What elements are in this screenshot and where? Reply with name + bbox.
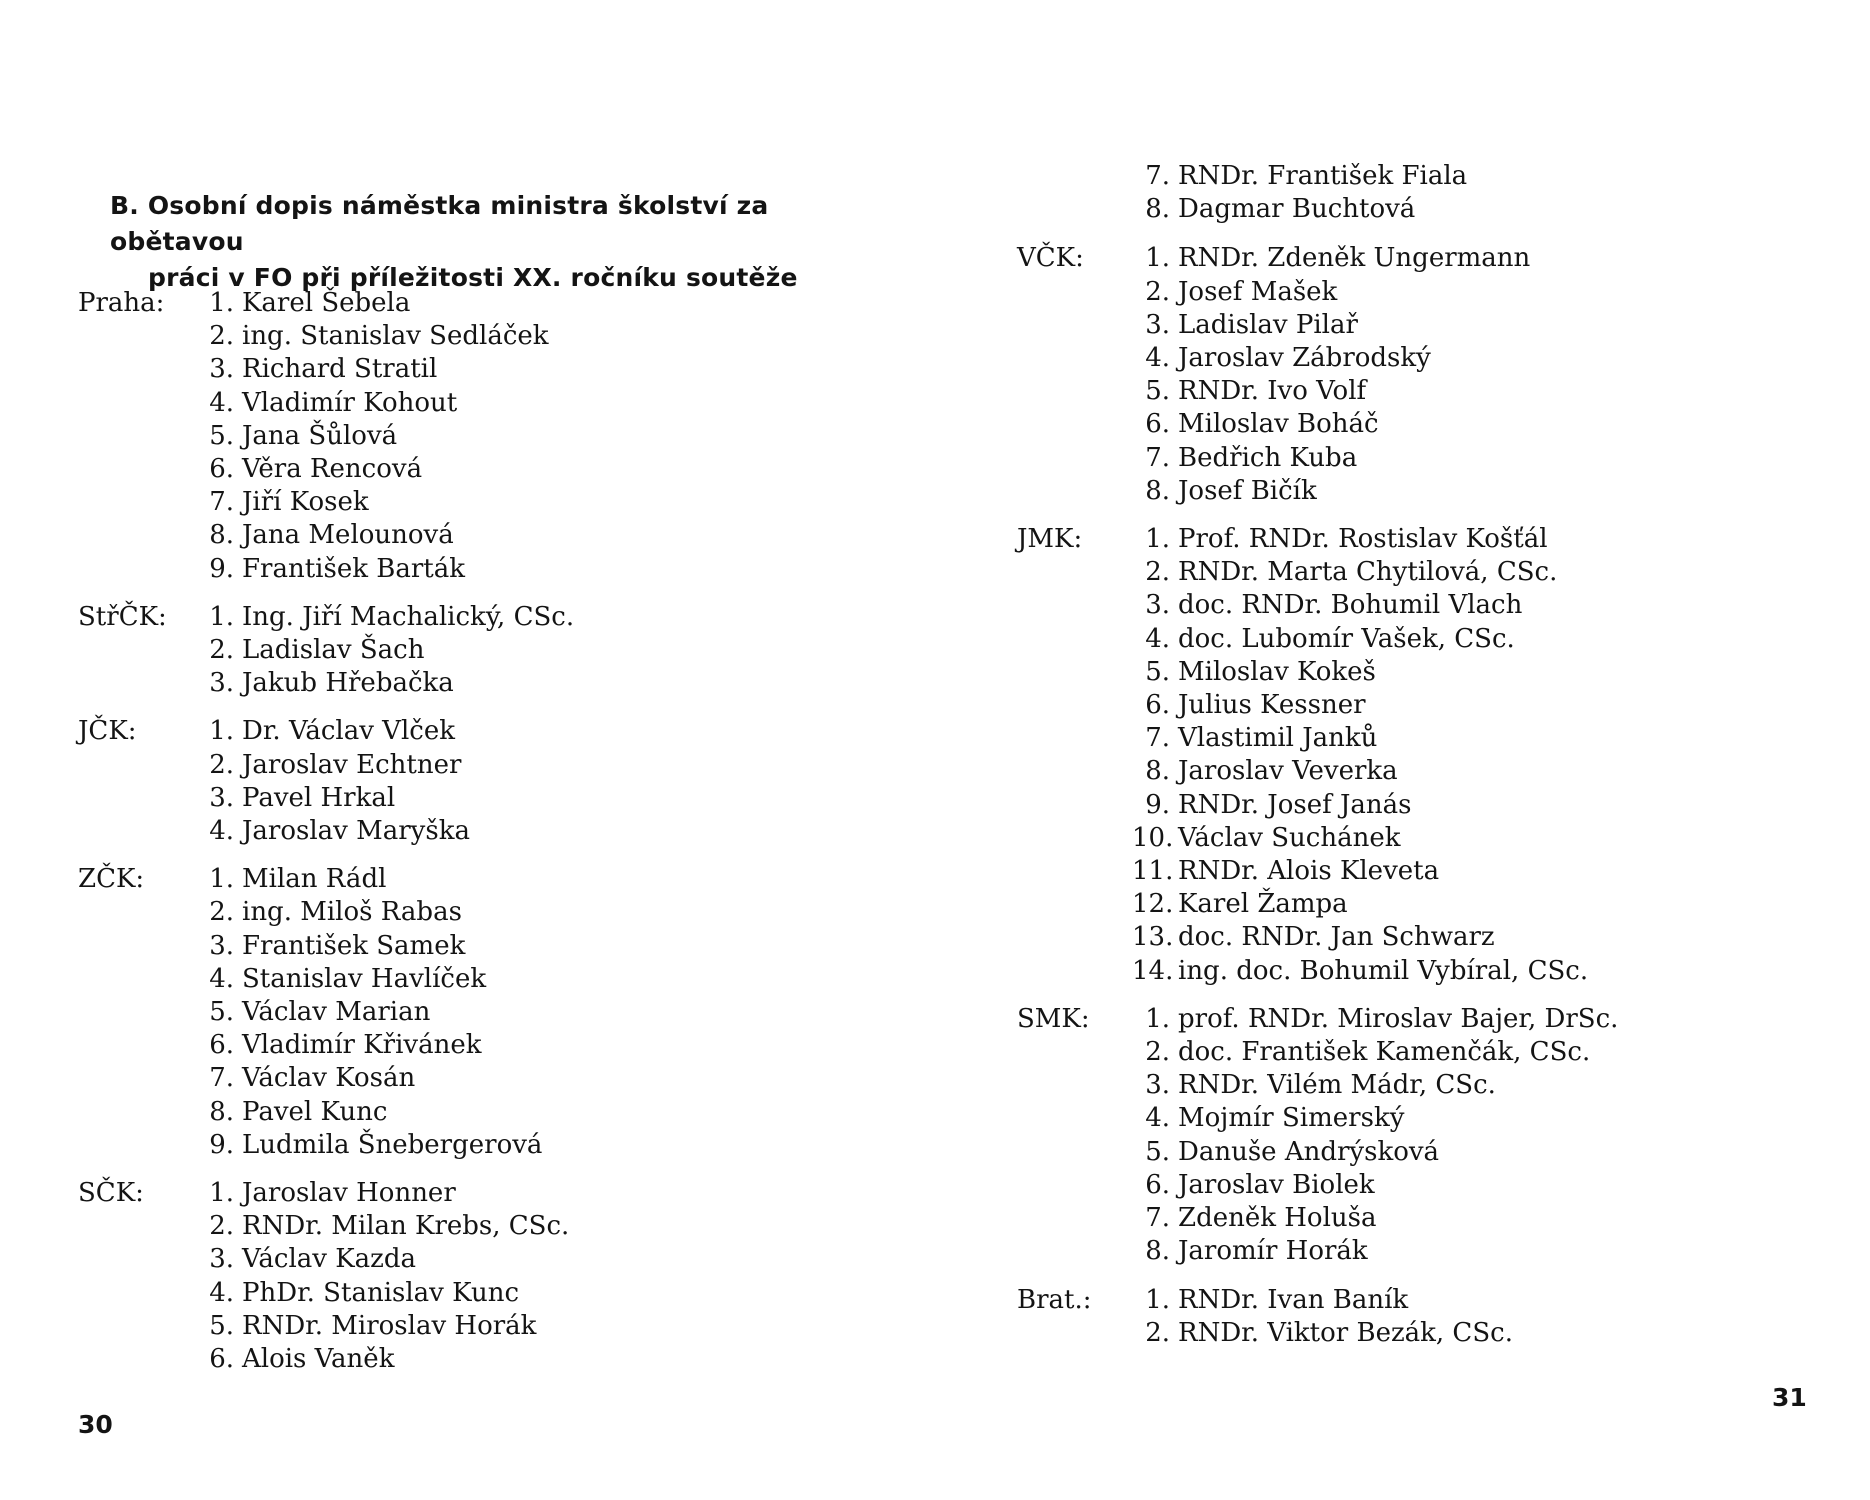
section-heading xyxy=(110,188,910,296)
region-group xyxy=(78,601,574,701)
item-number: 7. xyxy=(1145,442,1170,473)
person-name: ing. Stanislav Sedláček xyxy=(242,321,549,352)
list-item xyxy=(196,1129,574,1162)
list-item xyxy=(1132,193,1618,226)
list-item xyxy=(196,1062,574,1095)
list-item xyxy=(1132,955,1618,988)
list-item xyxy=(1132,523,1618,556)
person-name: doc. RNDr. Jan Schwarz xyxy=(1178,922,1495,953)
list-item xyxy=(196,519,574,552)
item-number: 7. xyxy=(209,1063,234,1094)
list-item xyxy=(196,1029,574,1062)
list-item xyxy=(1132,656,1618,689)
list-item xyxy=(1132,242,1618,275)
person-name: Zdeněk Holuša xyxy=(1178,1203,1377,1234)
person-name: RNDr. Marta Chytilová, CSc. xyxy=(1178,557,1558,588)
list-item xyxy=(1132,309,1618,342)
name-list xyxy=(196,601,574,701)
person-name: Václav Marian xyxy=(242,997,431,1028)
person-name: PhDr. Stanislav Kunc xyxy=(242,1277,520,1308)
page-number-right: 31 xyxy=(1772,1383,1807,1412)
item-number: 3. xyxy=(1145,309,1170,340)
list-item xyxy=(196,863,574,896)
person-name: Jakub Hřebačka xyxy=(242,668,454,699)
list-item xyxy=(196,1310,574,1343)
person-name: Jaroslav Honner xyxy=(242,1178,456,1209)
person-name: Věra Rencová xyxy=(242,454,423,485)
list-item xyxy=(1132,589,1618,622)
person-name: František Barták xyxy=(242,553,465,584)
list-item xyxy=(196,420,574,453)
person-name: Alois Vaněk xyxy=(242,1344,395,1375)
item-number: 8. xyxy=(1145,475,1170,506)
person-name: Ing. Jiří Machalický, CSc. xyxy=(242,601,575,632)
item-number: 5. xyxy=(209,420,234,451)
region-label: Praha: xyxy=(78,288,165,318)
item-number: 2. xyxy=(209,897,234,928)
region-label xyxy=(1017,160,1132,226)
list-item xyxy=(1132,689,1618,722)
list-item xyxy=(196,353,574,386)
person-name: Jana Šůlová xyxy=(242,420,398,451)
person-name: František Samek xyxy=(242,930,466,961)
list-item xyxy=(1132,276,1618,309)
list-item xyxy=(1132,160,1618,193)
region-group xyxy=(1017,523,1618,988)
region-group xyxy=(78,863,574,1162)
item-number: 5. xyxy=(1145,656,1170,687)
item-number: 5. xyxy=(1145,1136,1170,1167)
list-item xyxy=(196,715,574,748)
name-list xyxy=(1132,1003,1618,1269)
item-number: 6. xyxy=(1145,409,1170,440)
person-name: Václav Kazda xyxy=(242,1244,416,1275)
person-name: Vladimír Kohout xyxy=(242,387,458,418)
item-number: 3. xyxy=(209,782,234,813)
person-name: Václav Kosán xyxy=(242,1063,416,1094)
item-number: 7. xyxy=(1145,1203,1170,1234)
list-item xyxy=(196,601,574,634)
list-item xyxy=(1132,1169,1618,1202)
item-number: 7. xyxy=(1145,723,1170,754)
person-name: Jaromír Horák xyxy=(1178,1236,1368,1267)
item-number: 2. xyxy=(1145,276,1170,307)
person-name: Josef Mašek xyxy=(1178,276,1338,307)
list-item xyxy=(196,486,574,519)
region-label: Brat.: xyxy=(1017,1284,1092,1315)
name-list xyxy=(1132,1284,1618,1350)
list-item xyxy=(196,453,574,486)
list-item xyxy=(196,815,574,848)
list-item xyxy=(1132,722,1618,755)
item-number: 14. xyxy=(1132,955,1174,986)
person-name: RNDr. Miroslav Horák xyxy=(242,1310,537,1341)
item-number: 1. xyxy=(209,1178,234,1209)
item-number: 3. xyxy=(209,930,234,961)
name-list xyxy=(196,1177,574,1376)
name-list xyxy=(196,715,574,848)
list-item xyxy=(1132,556,1618,589)
list-item xyxy=(196,320,574,353)
list-item xyxy=(196,1096,574,1129)
item-number: 1. xyxy=(1145,1284,1170,1315)
name-list xyxy=(196,287,574,586)
person-name: RNDr. Josef Janás xyxy=(1178,789,1412,820)
person-name: Pavel Kunc xyxy=(242,1096,388,1127)
list-item xyxy=(1132,1003,1618,1036)
item-number: 1. xyxy=(1145,524,1170,555)
left-region-list xyxy=(78,287,574,1391)
item-number: 10. xyxy=(1132,822,1174,853)
name-list xyxy=(1132,160,1618,226)
item-number: 8. xyxy=(209,520,234,551)
person-name: doc. RNDr. Bohumil Vlach xyxy=(1178,590,1523,621)
person-name: Ladislav Pilař xyxy=(1178,309,1358,340)
item-number: 1. xyxy=(209,601,234,632)
region-group xyxy=(78,715,574,848)
name-list xyxy=(1132,523,1618,988)
list-item xyxy=(196,1243,574,1276)
region-group xyxy=(78,287,574,586)
item-number: 6. xyxy=(209,1344,234,1375)
list-item xyxy=(1132,888,1618,921)
list-item xyxy=(196,996,574,1029)
person-name: Richard Stratil xyxy=(242,354,438,385)
region-label: StřČK: xyxy=(78,601,167,632)
list-item xyxy=(1132,475,1618,508)
person-name: Jaroslav Zábrodský xyxy=(1178,343,1431,374)
person-name: Mojmír Simerský xyxy=(1178,1103,1405,1134)
item-number: 1. xyxy=(1145,1003,1170,1034)
item-number: 2. xyxy=(1145,557,1170,588)
item-number: 4. xyxy=(209,963,234,994)
list-item xyxy=(196,667,574,700)
list-item xyxy=(1132,1235,1618,1268)
item-number: 7. xyxy=(1145,161,1170,191)
list-item xyxy=(1132,921,1618,954)
heading-line-2: práci v FO při příležitosti XX. ročníku soutěže xyxy=(148,263,798,292)
item-number: 8. xyxy=(1145,194,1170,225)
person-name: Ladislav Šach xyxy=(242,635,425,666)
person-name: Bedřich Kuba xyxy=(1178,442,1358,473)
item-number: 4. xyxy=(1145,343,1170,374)
item-number: 6. xyxy=(1145,1169,1170,1200)
item-number: 3. xyxy=(1145,590,1170,621)
item-number: 5. xyxy=(1145,376,1170,407)
item-number: 9. xyxy=(1145,789,1170,820)
item-number: 2. xyxy=(1145,1037,1170,1068)
person-name: Prof. RNDr. Rostislav Košťál xyxy=(1178,524,1548,555)
item-number: 2. xyxy=(209,749,234,780)
region-label: VČK: xyxy=(1017,243,1084,274)
person-name: doc. Lubomír Vašek, CSc. xyxy=(1178,623,1515,654)
list-item xyxy=(1132,342,1618,375)
item-number: 13. xyxy=(1132,922,1174,953)
person-name: Jana Melounová xyxy=(242,520,454,551)
item-number: 4. xyxy=(209,387,234,418)
person-name: Miloslav Boháč xyxy=(1178,409,1379,440)
person-name: Jaroslav Biolek xyxy=(1178,1169,1375,1200)
person-name: prof. RNDr. Miroslav Bajer, DrSc. xyxy=(1178,1003,1619,1034)
item-number: 6. xyxy=(209,1030,234,1061)
item-number: 8. xyxy=(1145,756,1170,787)
person-name: RNDr. Milan Krebs, CSc. xyxy=(242,1211,570,1242)
person-name: ing. doc. Bohumil Vybíral, CSc. xyxy=(1178,955,1589,986)
person-name: Karel Šebela xyxy=(242,288,411,318)
person-name: RNDr. Alois Kleveta xyxy=(1178,856,1440,887)
list-item xyxy=(1132,822,1618,855)
region-label: SMK: xyxy=(1017,1003,1090,1034)
item-number: 2. xyxy=(209,321,234,352)
name-list xyxy=(1132,242,1618,508)
region-group xyxy=(1017,1284,1618,1350)
region-label: JMK: xyxy=(1017,524,1083,555)
person-name: Jaroslav Veverka xyxy=(1178,756,1398,787)
heading-line-1: B. Osobní dopis náměstka ministra školství za obětavou xyxy=(110,191,769,256)
item-number: 2. xyxy=(209,635,234,666)
list-item xyxy=(1132,855,1618,888)
person-name: RNDr. Viktor Bezák, CSc. xyxy=(1178,1317,1513,1348)
list-item xyxy=(1132,408,1618,441)
item-number: 9. xyxy=(209,553,234,584)
item-number: 5. xyxy=(209,1310,234,1341)
list-item xyxy=(1132,375,1618,408)
item-number: 4. xyxy=(209,816,234,847)
region-label: ZČK: xyxy=(78,864,145,895)
right-page xyxy=(935,0,1870,1500)
item-number: 3. xyxy=(1145,1070,1170,1101)
person-name: Dagmar Buchtová xyxy=(1178,194,1416,225)
list-item xyxy=(196,930,574,963)
item-number: 4. xyxy=(1145,1103,1170,1134)
item-number: 1. xyxy=(1145,243,1170,274)
item-number: 3. xyxy=(209,354,234,385)
right-region-list xyxy=(1017,160,1618,1365)
person-name: RNDr. Vilém Mádr, CSc. xyxy=(1178,1070,1496,1101)
person-name: Jiří Kosek xyxy=(242,487,369,518)
list-item xyxy=(196,1343,574,1376)
person-name: RNDr. Ivo Volf xyxy=(1178,376,1367,407)
person-name: Pavel Hrkal xyxy=(242,782,396,813)
item-number: 5. xyxy=(209,997,234,1028)
person-name: ing. Miloš Rabas xyxy=(242,897,462,928)
item-number: 1. xyxy=(209,288,234,318)
list-item xyxy=(1132,1202,1618,1235)
item-number: 4. xyxy=(209,1277,234,1308)
item-number: 3. xyxy=(209,1244,234,1275)
list-item xyxy=(1132,1317,1618,1350)
person-name: Vladimír Křivánek xyxy=(242,1030,482,1061)
list-item xyxy=(1132,1036,1618,1069)
region-group xyxy=(1017,160,1618,226)
item-number: 3. xyxy=(209,668,234,699)
list-item xyxy=(196,782,574,815)
item-number: 8. xyxy=(1145,1236,1170,1267)
list-item xyxy=(1132,1102,1618,1135)
person-name: Vlastimil Janků xyxy=(1178,723,1378,754)
person-name: Jaroslav Echtner xyxy=(242,749,462,780)
person-name: Václav Suchánek xyxy=(1178,822,1401,853)
list-item xyxy=(1132,1069,1618,1102)
item-number: 12. xyxy=(1132,889,1174,920)
item-number: 11. xyxy=(1132,856,1174,887)
item-number: 1. xyxy=(209,716,234,747)
list-item xyxy=(1132,755,1618,788)
region-label: JČK: xyxy=(78,716,137,747)
person-name: Danuše Andrýsková xyxy=(1178,1136,1440,1167)
item-number: 2. xyxy=(209,1211,234,1242)
person-name: RNDr. Zdeněk Ungermann xyxy=(1178,243,1531,274)
person-name: Miloslav Kokeš xyxy=(1178,656,1376,687)
item-number: 1. xyxy=(209,864,234,895)
item-number: 9. xyxy=(209,1129,234,1160)
item-number: 6. xyxy=(1145,690,1170,721)
list-item xyxy=(196,1210,574,1243)
person-name: doc. František Kamenčák, CSc. xyxy=(1178,1037,1591,1068)
item-number: 2. xyxy=(1145,1317,1170,1348)
list-item xyxy=(196,634,574,667)
person-name: Karel Žampa xyxy=(1178,889,1348,920)
region-group xyxy=(1017,242,1618,508)
item-number: 6. xyxy=(209,454,234,485)
page-number-left: 30 xyxy=(78,1410,113,1439)
region-group xyxy=(78,1177,574,1376)
list-item xyxy=(196,1177,574,1210)
person-name: Jaroslav Maryška xyxy=(242,816,470,847)
person-name: Milan Rádl xyxy=(242,864,387,895)
person-name: Ludmila Šnebergerová xyxy=(242,1129,543,1160)
list-item xyxy=(1132,789,1618,822)
region-label: SČK: xyxy=(78,1178,144,1209)
person-name: RNDr. Ivan Baník xyxy=(1178,1284,1409,1315)
item-number: 7. xyxy=(209,487,234,518)
list-item xyxy=(1132,1136,1618,1169)
list-item xyxy=(196,896,574,929)
list-item xyxy=(196,749,574,782)
list-item xyxy=(196,553,574,586)
person-name: Josef Bičík xyxy=(1178,475,1317,506)
item-number: 4. xyxy=(1145,623,1170,654)
list-item xyxy=(196,1277,574,1310)
list-item xyxy=(1132,1284,1618,1317)
name-list xyxy=(196,863,574,1162)
person-name: Dr. Václav Vlček xyxy=(242,716,455,747)
list-item xyxy=(1132,623,1618,656)
region-group xyxy=(1017,1003,1618,1269)
list-item xyxy=(196,287,574,320)
list-item xyxy=(1132,442,1618,475)
person-name: Stanislav Havlíček xyxy=(242,963,487,994)
list-item xyxy=(196,387,574,420)
item-number: 8. xyxy=(209,1096,234,1127)
person-name: Julius Kessner xyxy=(1178,690,1366,721)
list-item xyxy=(196,963,574,996)
person-name: RNDr. František Fiala xyxy=(1178,161,1468,191)
